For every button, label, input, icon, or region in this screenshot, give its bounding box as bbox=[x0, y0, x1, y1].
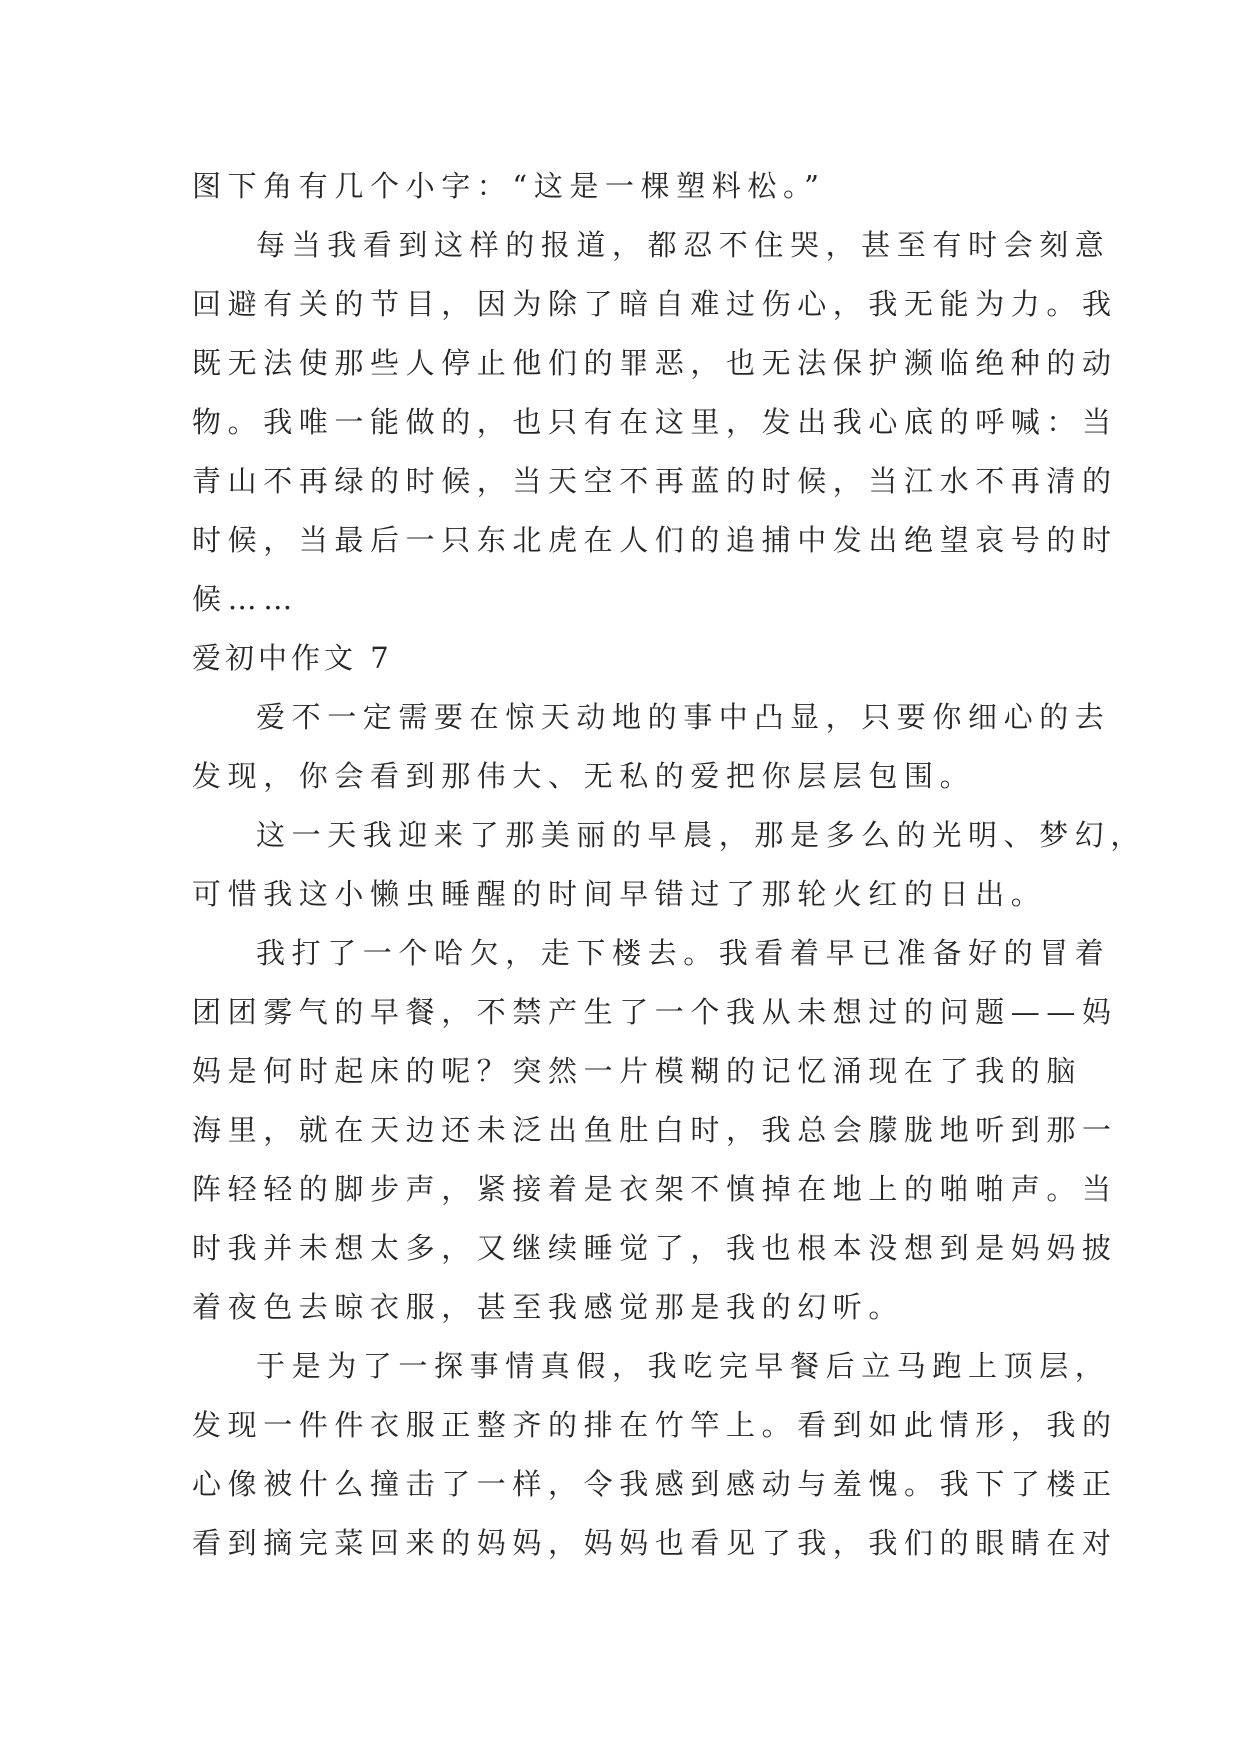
text-line: 海里，就在天边还未泛出鱼肚白时，我总会朦胧地听到那一 bbox=[192, 1113, 1118, 1147]
text-line: 时我并未想太多，又继续睡觉了，我也根本没想到是妈妈披 bbox=[192, 1231, 1118, 1265]
text-line: 可惜我这小懒虫睡醒的时间早错过了那轮火红的日出。 bbox=[192, 877, 1047, 911]
text-line: 阵轻轻的脚步声，紧接着是衣架不慎掉在地上的啪啪声。当 bbox=[192, 1172, 1118, 1206]
text-line: 青山不再绿的时候，当天空不再蓝的时候，当江水不再清的 bbox=[192, 464, 1118, 498]
paragraph-first-line: 于是为了一探事情真假，我吃完早餐后立马跑上顶层， bbox=[256, 1349, 1111, 1383]
text-line: 物。我唯一能做的，也只有在这里，发出我心底的呼喊：当 bbox=[192, 405, 1118, 439]
paragraph-first-line: 爱不一定需要在惊天动地的事中凸显，只要你细心的去 bbox=[256, 700, 1111, 734]
text-line: 发现，你会看到那伟大、无私的爱把你层层包围。 bbox=[192, 759, 976, 793]
text-line: 着夜色去晾衣服，甚至我感觉那是我的幻听。 bbox=[192, 1290, 905, 1324]
text-line: 图下角有几个小字：“这是一棵塑料松。” bbox=[192, 169, 826, 203]
text-line: 时候，当最后一只东北虎在人们的追捕中发出绝望哀号的时 bbox=[192, 523, 1118, 557]
text-line: 妈是何时起床的呢？突然一片模糊的记忆涌现在了我的脑 bbox=[192, 1054, 1083, 1088]
paragraph-first-line: 我打了一个哈欠，走下楼去。我看着早已准备好的冒着 bbox=[256, 936, 1111, 970]
text-line: 既无法使那些人停止他们的罪恶，也无法保护濒临绝种的动 bbox=[192, 346, 1118, 380]
text-line: 看到摘完菜回来的妈妈，妈妈也看见了我，我们的眼睛在对 bbox=[192, 1526, 1118, 1560]
text-line: 发现一件件衣服正整齐的排在竹竿上。看到如此情形，我的 bbox=[192, 1408, 1118, 1442]
section-heading: 爱初中作文 7 bbox=[192, 641, 393, 675]
paragraph-first-line: 每当我看到这样的报道，都忍不住哭，甚至有时会刻意 bbox=[256, 228, 1111, 262]
text-line: 团团雾气的早餐，不禁产生了一个我从未想过的问题——妈 bbox=[192, 995, 1118, 1029]
text-line: 心像被什么撞击了一样，令我感到感动与羞愧。我下了楼正 bbox=[192, 1467, 1118, 1501]
paragraph-first-line: 这一天我迎来了那美丽的早晨，那是多么的光明、梦幻， bbox=[256, 818, 1147, 852]
text-line: 候…… bbox=[192, 582, 299, 616]
text-line: 回避有关的节目，因为除了暗自难过伤心，我无能为力。我 bbox=[192, 287, 1118, 321]
